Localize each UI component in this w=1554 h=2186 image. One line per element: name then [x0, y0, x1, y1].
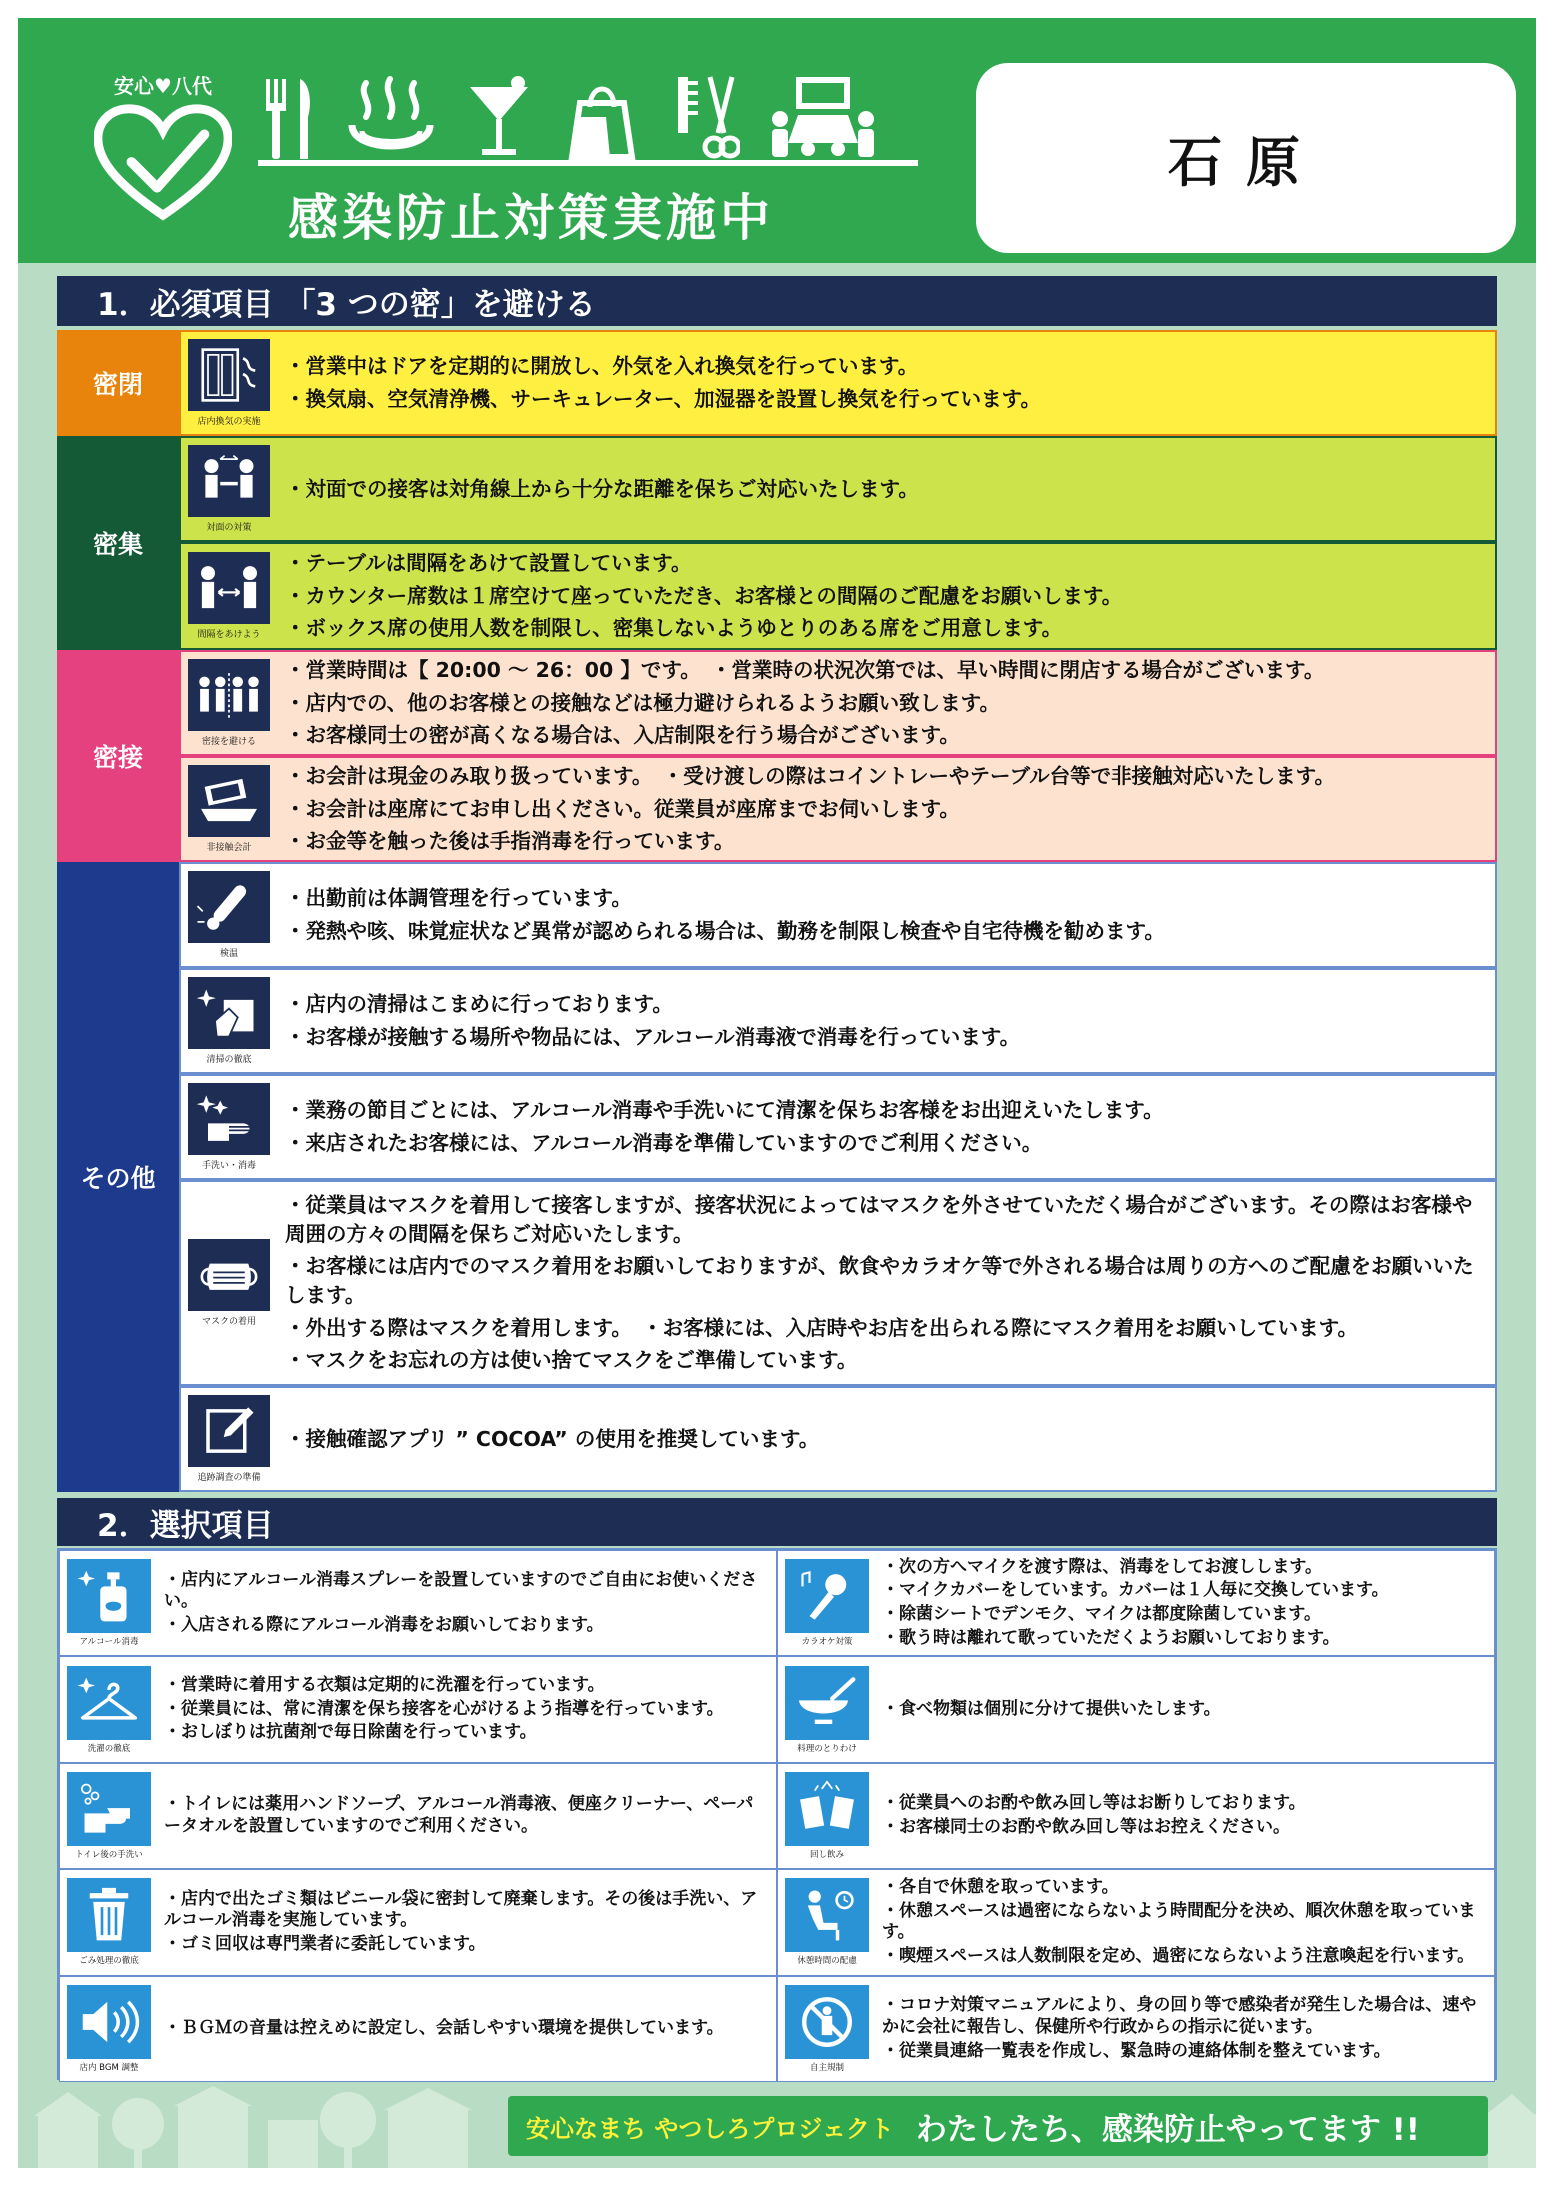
- icon-caption: カラオケ対策: [801, 1637, 853, 1648]
- row-text: [277, 864, 1495, 966]
- group-rows: [179, 436, 1497, 650]
- row-line: ・店内での、他のお客様との接触などは極力避けられるようお願い致します。: [285, 690, 1001, 715]
- icon-caption: 非接触会計: [206, 843, 252, 853]
- cell-text: [876, 1657, 1494, 1761]
- icon-caption: 清掃の徹底: [206, 1055, 252, 1065]
- row-line: ・お客様には店内でのマスク着用をお願いしておりますが、飲食やカラオケ等で外される場合は周りの方へのご配慮をお願いいたします。: [285, 1254, 1474, 1307]
- category-label: 密接: [57, 650, 179, 862]
- row-icon-cell: [181, 1388, 277, 1490]
- cell-line: ・従業員連絡一覧表を作成し、緊急時の連絡体制を整えています。: [882, 2040, 1391, 2061]
- row-line: ・ボックス席の使用人数を制限し、密集しないようゆとりのある席をご用意します。: [285, 616, 1063, 641]
- karaoke-room-icon: [768, 73, 878, 163]
- row-line: ・来店されたお客様には、アルコール消毒を準備していますのでご利用ください。: [285, 1131, 1043, 1155]
- cell-icon: [60, 1657, 158, 1761]
- row-icon-cell: [181, 332, 277, 434]
- row-text: [277, 758, 1495, 860]
- section1-table: [57, 330, 1497, 1492]
- icon-caption: 洗濯の徹底: [87, 1743, 131, 1754]
- category-label: 密集: [57, 436, 179, 650]
- header: [18, 18, 1536, 263]
- option-cell: [777, 1656, 1495, 1762]
- cell-line: ・店内にアルコール消毒スプレーを設置していますのでご自由にお使いください。: [164, 1569, 758, 1612]
- cell-line: ・コロナ対策マニュアルにより、身の回り等で感染者が発生した場合は、速やかに会社に報告し、保健所や行政からの指示に従います。: [882, 1995, 1477, 2037]
- icon-caption: ごみ処理の徹底: [79, 1956, 139, 1967]
- cell-line: ・食べ物類は個別に分けて提供いたします。: [882, 1698, 1221, 1719]
- icon-caption: 料理のとりわけ: [797, 1743, 857, 1754]
- row-icon-cell: [181, 438, 277, 540]
- cell-icon: [778, 1870, 876, 1974]
- cell-line: ・各自で休憩を取っています。: [882, 1876, 1119, 1897]
- cell-line: ・おしぼりは抗菌剤で毎日除菌を行っています。: [164, 1722, 537, 1743]
- row-line: ・お客様同士の密が高くなる場合は、入店制限を行う場合がございます。: [285, 723, 960, 748]
- break-time-icon: [785, 1878, 869, 1952]
- table-row: [179, 756, 1497, 862]
- row-text: [277, 1182, 1495, 1384]
- option-cell: [59, 1976, 777, 2082]
- icon-caption: 手洗い・消毒: [201, 1161, 256, 1171]
- option-cell: [59, 1869, 777, 1975]
- cell-text: [158, 1870, 776, 1974]
- footer-project: 安心なまち やつしろプロジェクト: [526, 2114, 894, 2143]
- row-line: ・営業時間は【 20:00 ～ 26：00 】です。 ・営業時の状況次第では、早い時間に閉店する場合がございます。: [285, 657, 1325, 682]
- row-line: ・業務の節目ごとには、アルコール消毒や手洗いにて清潔を保ちお客様をお出迎えいたします。: [285, 1098, 1164, 1123]
- icon-caption: 間隔をあけよう: [197, 630, 261, 640]
- cell-icon: [778, 1657, 876, 1761]
- microphone-icon: [785, 1559, 869, 1633]
- store-name: 石原: [976, 63, 1516, 253]
- header-divider: [258, 160, 918, 166]
- speaker-icon: [67, 1985, 151, 2059]
- row-line: ・従業員はマスクを着用して接客しますが、接客状況によってはマスクを外させていただく場合がございます。その際はお客様や周囲の方々の間隔を保ちご対応いたします。: [285, 1192, 1473, 1246]
- group-rows: [179, 862, 1497, 1492]
- cell-line: ・休憩スペースは過密にならないよう時間配分を決め、順次休憩を取っています。: [882, 1900, 1476, 1943]
- section1-title: 1．必須項目 「3 つの密」を避ける: [57, 276, 1497, 326]
- row-line: ・外出する際はマスクを着用します。 ・お客様には、入店時やお店を出られる際にマスク着用をお願いしています。: [285, 1315, 1358, 1340]
- heart-check-icon: [94, 104, 232, 224]
- cell-line: ・マイクカバーをしています。カバーは１人毎に交換しています。: [882, 1580, 1389, 1601]
- cell-icon: [60, 1551, 158, 1655]
- cell-line: ・次の方へマイクを渡す際は、消毒をしてお渡しします。: [882, 1556, 1322, 1577]
- hanger-icon: [67, 1666, 151, 1740]
- table-row: [179, 330, 1497, 436]
- hand-wash-icon: [188, 1083, 270, 1155]
- table-row: [179, 1180, 1497, 1386]
- row-line: ・営業中はドアを定期的に開放し、外気を入れ換気を行っています。: [285, 354, 919, 379]
- group-other: [57, 862, 1497, 1492]
- ventilation-icon: [188, 339, 270, 411]
- cell-text: [876, 1764, 1494, 1868]
- icon-caption: 自主規制: [809, 2062, 844, 2073]
- option-cell: [777, 1869, 1495, 1975]
- table-row: [179, 542, 1497, 650]
- table-row: [179, 968, 1497, 1074]
- trash-can-icon: [67, 1878, 151, 1952]
- cell-line: ・営業時に着用する衣類は定期的に洗濯を行っています。: [164, 1674, 605, 1695]
- row-line: ・出勤前は体調管理を行っています。: [285, 886, 632, 911]
- row-text: [277, 970, 1495, 1072]
- row-line: ・テーブルは間隔をあけて設置しています。: [285, 550, 692, 575]
- cell-line: ・店内で出たゴミ類はビニール袋に密封して廃棄します。その後は手洗い、アルコール消毒を実施しています。: [164, 1888, 758, 1931]
- cash-tray-icon: [188, 765, 270, 837]
- icon-caption: 対面の対策: [206, 523, 252, 533]
- option-cell: [59, 1550, 777, 1656]
- cell-text: [158, 1764, 776, 1868]
- row-text: [277, 1076, 1495, 1178]
- shopping-bag-icon: [562, 73, 642, 163]
- spacing-icon: [188, 552, 270, 624]
- fork-knife-icon: [258, 73, 318, 163]
- header-icon-row: [258, 68, 878, 168]
- group-mippei: [57, 330, 1497, 436]
- row-icon-cell: [181, 970, 277, 1072]
- row-line: ・お会計は座席にてお申し出ください。従業員が座席までお伺いします。: [285, 796, 960, 821]
- icon-caption: マスクの着用: [201, 1317, 256, 1327]
- cell-line: ・歌う時は離れて歌っていただくようお願いしております。: [882, 1627, 1340, 1648]
- table-row: [179, 650, 1497, 756]
- row-line: ・発熱や咳、味覚症状など異常が認められる場合は、勤務を制限し検査や自宅待機を勧めます。: [285, 919, 1165, 943]
- row-icon-cell: [181, 758, 277, 860]
- cell-icon: [60, 1764, 158, 1868]
- row-line: ・お客様が接触する場所や物品には、アルコール消毒液で消毒を行っています。: [285, 1025, 1021, 1049]
- row-line: ・お会計は現金のみ取り扱っています。 ・受け渡しの際はコイントレーやテーブル台等で非接触対応いたします。: [285, 763, 1336, 788]
- row-line: ・お金等を触った後は手指消毒を行っています。: [285, 829, 735, 854]
- icon-caption: 店内換気の実施: [197, 417, 261, 427]
- cell-line: ・喫煙スペースは人数制限を定め、過密にならないよう注意喚起を行います。: [882, 1946, 1475, 1967]
- toilet-hand-wash-icon: [67, 1772, 151, 1846]
- row-line: ・カウンター席数は１席空けて座っていただき、お客様との間隔のご配慮をお願いします。: [285, 583, 1123, 608]
- food-serving-icon: [785, 1666, 869, 1740]
- cell-icon: [60, 1870, 158, 1974]
- cleaning-icon: [188, 977, 270, 1049]
- icon-caption: 休憩時間の配慮: [797, 1956, 857, 1967]
- row-line: ・店内の清掃はこまめに行っております。: [285, 992, 673, 1017]
- icon-caption: トイレ後の手洗い: [75, 1849, 143, 1860]
- cell-icon: [778, 1977, 876, 2081]
- icon-caption: 回し飲み: [809, 1849, 844, 1860]
- category-label: 密閉: [57, 330, 179, 436]
- cell-icon: [778, 1764, 876, 1868]
- option-cell: [59, 1656, 777, 1762]
- option-cell: [777, 1976, 1495, 2082]
- row-icon-cell: [181, 1076, 277, 1178]
- row-icon-cell: [181, 652, 277, 754]
- beer-cheers-icon: [785, 1772, 869, 1846]
- footer-banner: [508, 2096, 1488, 2156]
- cell-line: ・従業員へのお酌や飲み回し等はお断りしております。: [882, 1793, 1306, 1814]
- cell-line: ・お客様同士のお酌や飲み回し等はお控えください。: [882, 1816, 1290, 1837]
- category-label: その他: [57, 862, 179, 1492]
- cell-line: ・従業員には、常に清潔を保ち接客を心がけるよう指導を行っています。: [164, 1698, 724, 1719]
- alcohol-spray-icon: [67, 1559, 151, 1633]
- section2-title: 2．選択項目: [57, 1498, 1497, 1546]
- cell-text: [158, 1977, 776, 2081]
- mask-icon: [188, 1239, 270, 1311]
- row-text: [277, 332, 1495, 434]
- row-text: [277, 544, 1495, 648]
- comb-scissors-icon: [670, 73, 740, 163]
- group-misshu: [57, 436, 1497, 650]
- row-icon-cell: [181, 544, 277, 648]
- table-row: [179, 1074, 1497, 1180]
- section2-grid: [57, 1548, 1497, 2080]
- logo: [88, 70, 238, 230]
- footer-slogan: わたしたち、感染防止やってます !!: [915, 2111, 1420, 2148]
- cell-text: [876, 1551, 1494, 1655]
- row-text: [277, 1388, 1495, 1490]
- hot-spring-icon: [346, 73, 436, 163]
- row-text: [277, 652, 1495, 754]
- logo-text: 安心♥八代: [114, 74, 212, 98]
- row-line: ・マスクをお忘れの方は使い捨てマスクをご準備しています。: [285, 1348, 858, 1373]
- cell-line: ・ＢＧＭの音量は控えめに設定し、会話しやすい環境を提供しています。: [164, 2017, 724, 2038]
- cell-icon: [60, 1977, 158, 2081]
- face-to-face-icon: [188, 445, 270, 517]
- icon-caption: 追跡調査の準備: [197, 1473, 261, 1483]
- cell-text: [876, 1870, 1494, 1974]
- group-missetsu: [57, 650, 1497, 862]
- cell-line: ・入店される際にアルコール消毒をお願いしております。: [164, 1615, 604, 1636]
- table-row: [179, 436, 1497, 542]
- header-title: 感染防止対策実施中: [288, 189, 774, 247]
- icon-caption: 店内 BGM 調整: [79, 2062, 139, 2073]
- row-icon-cell: [181, 864, 277, 966]
- cocktail-icon: [464, 73, 534, 163]
- cell-line: ・除菌シートでデンモク、マイクは都度除菌しています。: [882, 1604, 1321, 1625]
- edit-note-icon: [188, 1395, 270, 1467]
- group-rows: [179, 650, 1497, 862]
- icon-caption: 検温: [219, 949, 238, 959]
- cell-text: [158, 1551, 776, 1655]
- cell-line: ・ゴミ回収は専門業者に委託しています。: [164, 1934, 486, 1955]
- row-line: ・対面での接客は対角線上から十分な距離を保ちご対応いたします。: [285, 476, 919, 501]
- row-icon-cell: [181, 1182, 277, 1384]
- group-rows: [179, 330, 1497, 436]
- avoid-crowd-icon: [188, 659, 270, 731]
- option-cell: [777, 1550, 1495, 1656]
- cell-line: ・トイレには薬用ハンドソープ、アルコール消毒液、便座クリーナー、ペーパータオルを設置していますのでご利用ください。: [164, 1794, 754, 1836]
- icon-caption: 密接を避ける: [201, 737, 256, 747]
- option-cell: [59, 1763, 777, 1869]
- row-text: [277, 438, 1495, 540]
- option-cell: [777, 1763, 1495, 1869]
- icon-caption: アルコール消毒: [79, 1637, 139, 1648]
- table-row: [179, 862, 1497, 968]
- cell-text: [876, 1977, 1494, 2081]
- self-restraint-icon: [785, 1985, 869, 2059]
- row-line: ・接触確認アプリ ” COCOA” の使用を推奨しています。: [285, 1426, 820, 1451]
- cell-icon: [778, 1551, 876, 1655]
- footer: [18, 2084, 1536, 2168]
- cell-text: [158, 1657, 776, 1761]
- row-line: ・換気扇、空気清浄機、サーキュレーター、加湿器を設置し換気を行っています。: [285, 387, 1042, 411]
- table-row: [179, 1386, 1497, 1492]
- thermometer-icon: [188, 871, 270, 943]
